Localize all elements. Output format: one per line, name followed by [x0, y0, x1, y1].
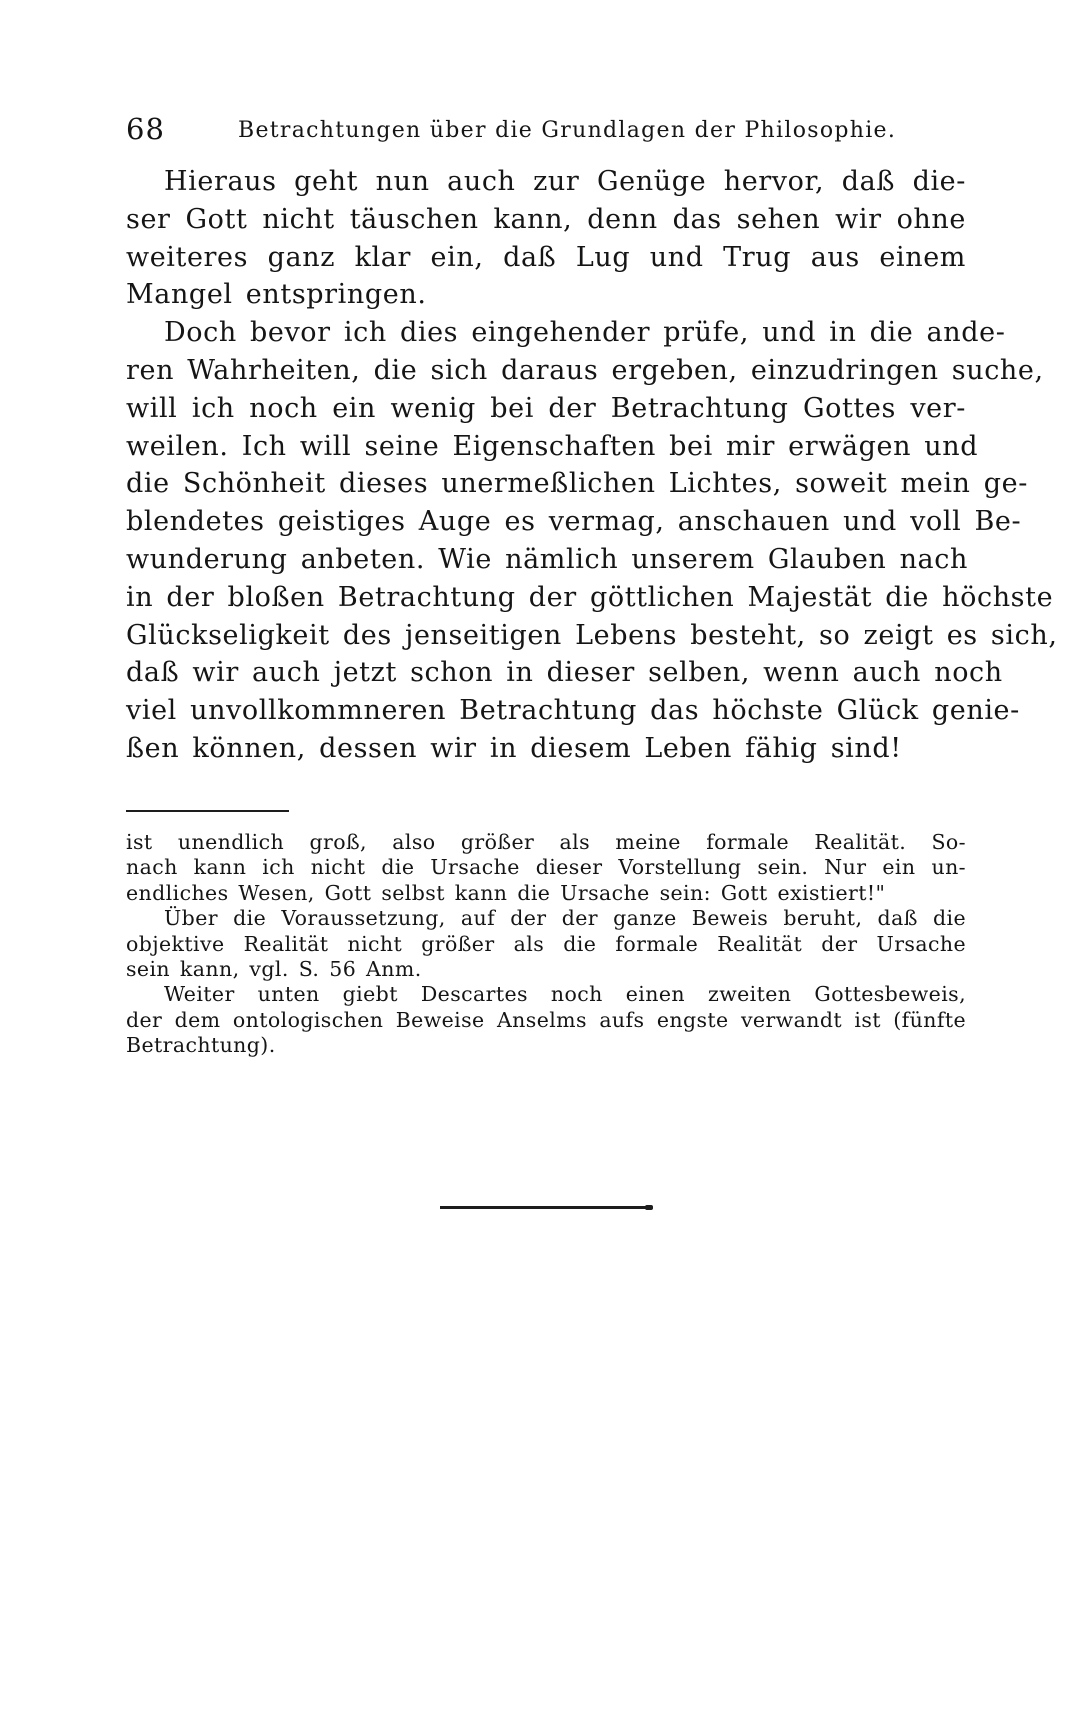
text-line: in der bloßen Betrachtung der göttlichen Majestät die höchste — [126, 581, 1054, 613]
text-line: die Schönheit dieses unermeßlichen Lichtes, soweit mein ge- — [126, 468, 1028, 500]
footnote-line: ist unendlich groß, also größer als meine formale Realität. So- — [126, 830, 966, 854]
page-header — [126, 112, 897, 148]
running-head: Betrachtungen über die Grundlagen der Philosophie. — [238, 118, 897, 143]
text-line: ren Wahrheiten, die sich daraus ergeben, einzudringen suche, — [126, 354, 1044, 386]
text-line: ser Gott nicht täuschen kann, denn das sehen wir ohne — [126, 203, 966, 235]
text-line: daß wir auch jetzt schon in dieser selben, wenn auch noch — [126, 657, 1003, 689]
page-number: 68 — [126, 112, 165, 146]
text-line: Hieraus geht nun auch zur Genüge hervor, daß die- — [164, 166, 966, 197]
text-line: Doch bevor ich dies eingehender prüfe, und in die ande- — [164, 317, 1006, 349]
footnote-line: objektive Realität nicht größer als die formale Realität der Ursache — [126, 931, 966, 956]
text-line: ßen können, dessen wir in diesem Leben fähig sind! — [126, 732, 902, 764]
footnote-separator — [126, 810, 289, 812]
text-line: weilen. Ich will seine Eigenschaften bei mir erwägen und — [126, 430, 979, 462]
footnote-line: Über die Voraussetzung, auf der der ganze Beweis beruht, daß die — [164, 906, 966, 931]
main-text — [126, 163, 1058, 768]
footnote-line: der dem ontologischen Beweise Anselms aufs engste verwandt ist (fünfte — [126, 1007, 966, 1032]
footnote-line: Betrachtung). — [126, 1033, 276, 1058]
text-line: blendetes geistiges Auge es vermag, anschauen und voll Be- — [126, 506, 1022, 538]
text-line: wunderung anbeten. Wie nämlich unserem Glauben nach — [126, 543, 968, 575]
text-line: will ich noch ein wenig bei der Betrachtung Gottes ver- — [126, 392, 966, 424]
footnote-line: nach kann ich nicht die Ursache dieser Vorstellung sein. Nur ein un- — [126, 855, 966, 880]
text-line: Glückseligkeit des jenseitigen Lebens besteht, so zeigt es sich, — [126, 619, 1058, 651]
footnote-line: Weiter unten giebt Descartes noch einen zweiten Gottesbeweis, — [164, 982, 966, 1007]
footnote-line: sein kann, vgl. S. 56 Anm. — [126, 956, 422, 981]
footnote-line: endliches Wesen, Gott selbst kann die Ursache sein: Gott existiert!" — [126, 880, 886, 905]
text-line: Mangel entspringen. — [126, 279, 427, 311]
end-of-section-rule — [440, 1206, 650, 1209]
text-line: viel unvollkommneren Betrachtung das höchste Glück genie- — [126, 695, 1020, 727]
footnotes — [126, 830, 966, 1059]
text-line: weiteres ganz klar ein, daß Lug und Trug aus einem — [126, 241, 966, 273]
